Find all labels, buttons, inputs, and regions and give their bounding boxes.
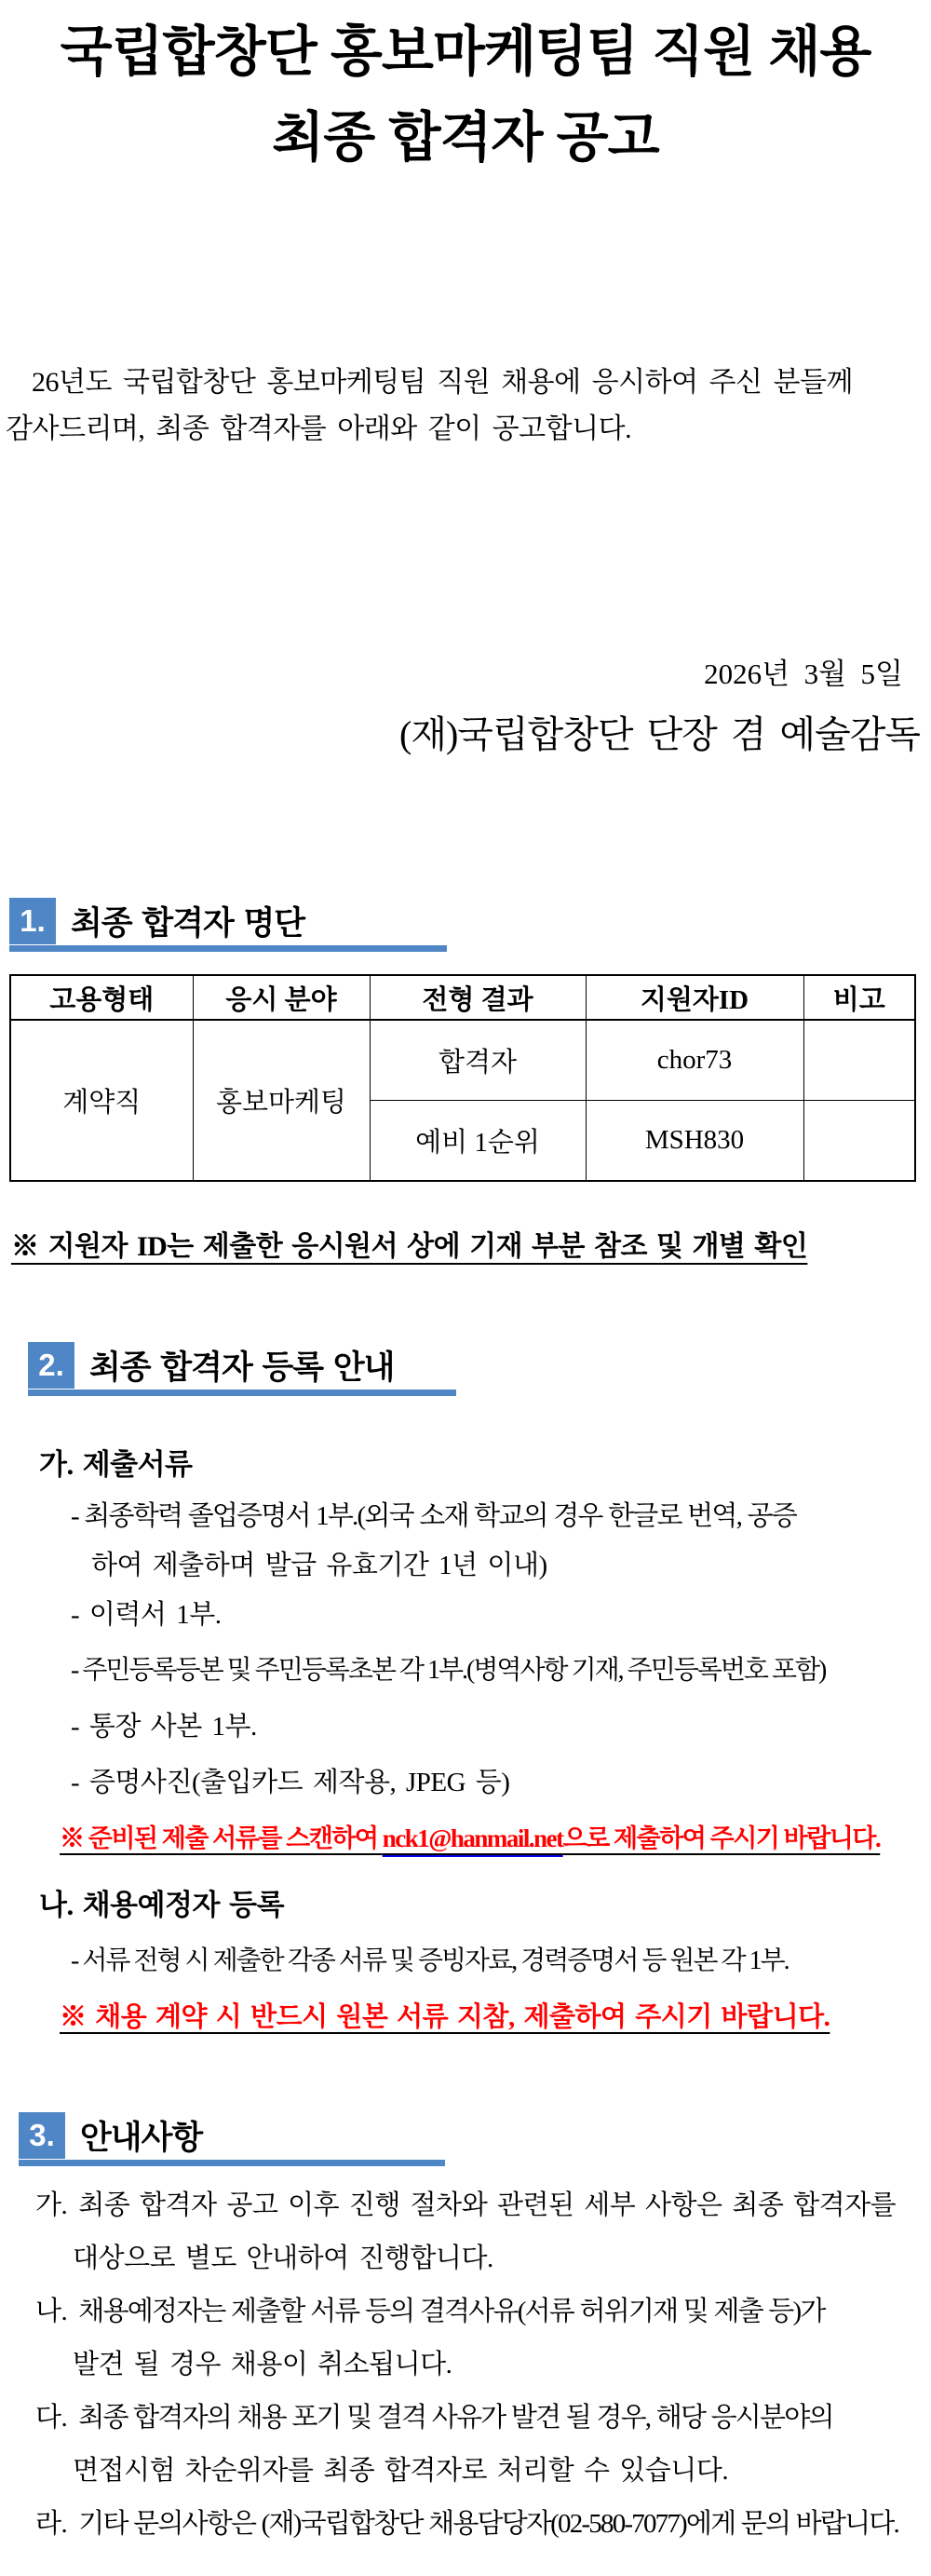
notice-item-text: 최종 합격자 공고 이후 진행 절차와 관련된 세부 사항은 최종 합격자를 xyxy=(78,2190,897,2220)
notice-item xyxy=(35,2285,931,2339)
cell-result-reserve: 예비 1순위 xyxy=(370,1101,586,1182)
section-3 xyxy=(0,2112,931,2551)
table-row xyxy=(10,1020,915,1101)
table-header-note: 비고 xyxy=(803,975,915,1020)
notice-item-label: 나. xyxy=(35,2297,68,2326)
section-3-title: 안내사항 xyxy=(80,2120,203,2156)
section-1-header xyxy=(9,898,931,944)
section-2-title: 최종 합격자 등록 안내 xyxy=(89,1349,395,1386)
document-title-line-2: 최종 합격자 공고 xyxy=(272,107,659,168)
subsection-b-title: 채용예정자 등록 xyxy=(82,1889,285,1921)
notice-item-text: 최종 합격자의 채용 포기 및 결격 사유가 발견 될 경우, 해당 응시분야의 xyxy=(78,2403,833,2433)
section-1 xyxy=(0,898,931,1264)
section-1-underline xyxy=(9,945,447,952)
section-3-header xyxy=(19,2112,931,2159)
table-header-result: 전형 결과 xyxy=(370,975,586,1020)
announcement-date: 2026년 3월 5일 xyxy=(704,658,903,690)
cell-note-pass xyxy=(803,1020,915,1101)
subsection-a-label: 가. xyxy=(39,1448,74,1481)
notice-item-continuation: 대상으로 별도 안내하여 진행합니다. xyxy=(73,2244,493,2273)
applicant-id-footnote: ※ 지원자 ID는 제출한 응시원서 상에 기재 부분 참조 및 개별 확인 xyxy=(11,1231,808,1262)
list-item: - 주민등록등본 및 주민등록초본 각 1부.(병역사항 기재, 주민등록번호 포함) xyxy=(71,1656,826,1685)
subsection-a-header xyxy=(39,1441,931,1483)
notice-item-label: 가. xyxy=(35,2190,68,2220)
notice-item-continuation: 면접시험 차순위자를 최종 합격자로 처리할 수 있습니다. xyxy=(73,2456,729,2486)
email-link[interactable]: nck1@hanmail.net xyxy=(382,1824,563,1852)
list-item: - 증명사진(출입카드 제작용, JPEG 등) xyxy=(71,1768,510,1797)
section-1-title: 최종 합격자 명단 xyxy=(71,905,305,942)
notice-item-label: 라. xyxy=(35,2509,68,2539)
warning-note-suffix: 으로 제출하여 주시기 바랍니다. xyxy=(562,1824,881,1852)
intro-line-1: 26년도 국립합창단 홍보마케팅팀 직원 채용에 응시하여 주신 분들께 xyxy=(32,367,853,398)
list-item: - 서류 전형 시 제출한 각종 서류 및 증빙자료, 경력증명서 등 원본 각 1부. xyxy=(71,1946,789,1975)
section-2-header xyxy=(28,1342,931,1389)
cell-field: 홍보마케팅 xyxy=(193,1020,370,1181)
final-pass-table xyxy=(9,974,916,1182)
notice-item-label: 다. xyxy=(35,2403,68,2433)
section-2-number-badge: 2. xyxy=(28,1342,74,1389)
section-2-underline xyxy=(28,1390,456,1396)
list-item: - 통장 사본 1부. xyxy=(71,1712,257,1742)
notice-item xyxy=(35,2179,931,2232)
section-3-number-badge: 3. xyxy=(19,2112,65,2159)
subsection-a-title: 제출서류 xyxy=(82,1448,193,1481)
notice-item xyxy=(35,2392,931,2445)
section-1-number-badge: 1. xyxy=(9,898,56,944)
cell-note-reserve xyxy=(803,1101,915,1182)
notice-item-text: 채용예정자는 제출할 서류 등의 결격사유(서류 허위기재 및 제출 등)가 xyxy=(78,2297,825,2326)
notice-item xyxy=(35,2498,931,2551)
cell-employment-type: 계약직 xyxy=(10,1020,193,1181)
table-header-employment-type: 고용형태 xyxy=(10,975,193,1020)
subsection-b-header xyxy=(39,1878,931,1933)
cell-applicant-id-pass: chor73 xyxy=(586,1020,803,1101)
document-title-line-1: 국립합창단 홍보마케팅팀 직원 채용 xyxy=(60,21,871,82)
table-header-field: 응시 분야 xyxy=(193,975,370,1020)
document-title xyxy=(0,9,931,181)
notice-item-text: 기타 문의사항은 (재)국립합창단 채용담당자(02-580-7077)에게 문의 바랍니다. xyxy=(78,2509,898,2539)
original-documents-warning-note: ※ 채용 계약 시 반드시 원본 서류 지참, 제출하여 주시기 바랍니다. xyxy=(60,2002,830,2032)
list-item: - 이력서 1부. xyxy=(71,1600,222,1630)
table-header-row xyxy=(10,975,915,1020)
cell-applicant-id-reserve: MSH830 xyxy=(586,1101,803,1182)
section-3-underline xyxy=(19,2160,445,2166)
intro-paragraph xyxy=(0,359,931,453)
table-header-applicant-id: 지원자ID xyxy=(586,975,803,1020)
cell-result-pass: 합격자 xyxy=(370,1020,586,1101)
list-item-continuation: 하여 제출하며 발급 유효기간 1년 이내) xyxy=(91,1551,547,1580)
warning-note-prefix: ※ 준비된 제출 서류를 스캔하여 xyxy=(60,1824,383,1852)
subsection-b-label: 나. xyxy=(39,1889,74,1921)
intro-line-2: 감사드리며, 최종 합격자를 아래와 같이 공고합니다. xyxy=(6,414,632,444)
scan-submit-warning-note xyxy=(60,1810,931,1866)
signature-line: (재)국립합창단 단장 겸 예술감독 xyxy=(399,713,920,755)
notice-list xyxy=(0,2179,931,2551)
list-item: - 최종학력 졸업증명서 1부.(외국 소재 학교의 경우 한글로 번역, 공증 xyxy=(71,1501,796,1531)
notice-item-continuation: 발견 될 경우 채용이 취소됩니다. xyxy=(73,2350,452,2379)
section-2 xyxy=(0,1342,931,2045)
